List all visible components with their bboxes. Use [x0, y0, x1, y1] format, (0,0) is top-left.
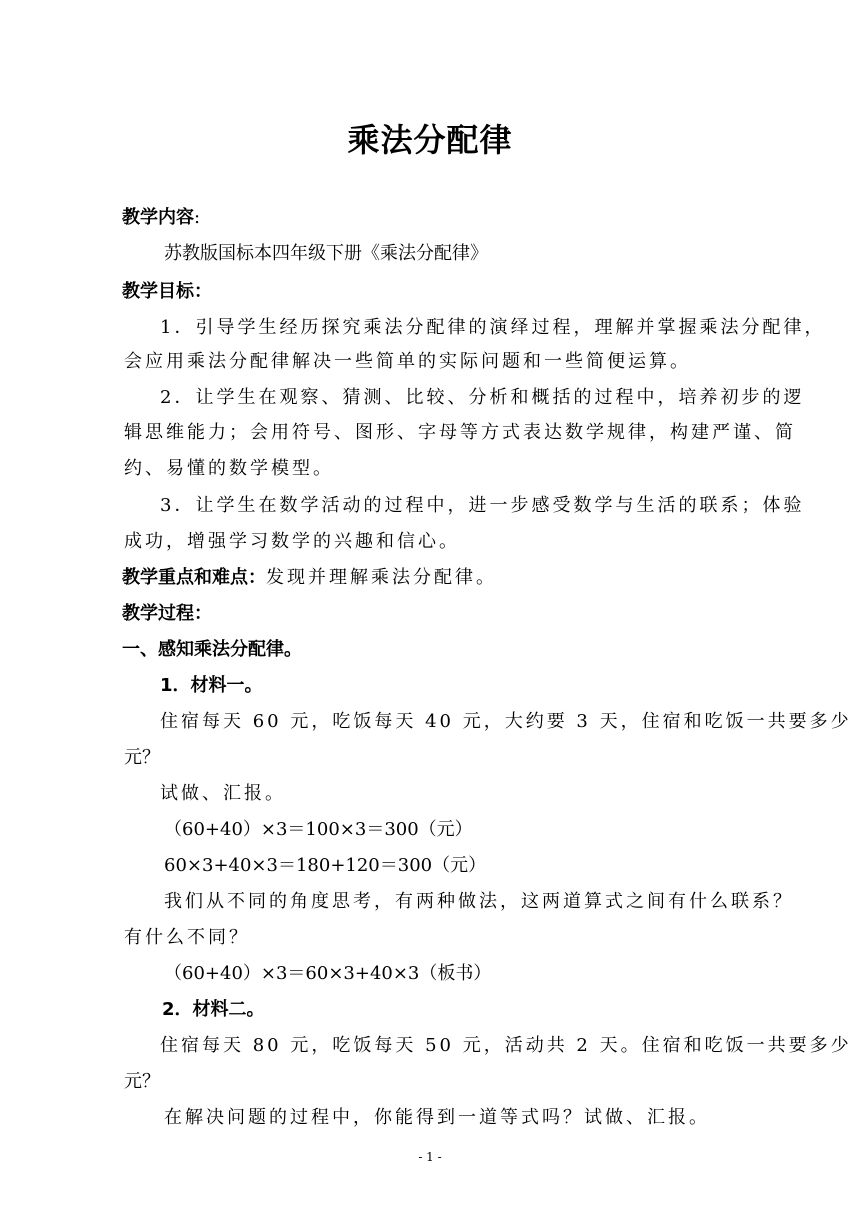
section-1-heading: 一、感知乘法分配律。: [122, 639, 302, 660]
material-1-question-line-1: 住宿每天 60 元，吃饭每天 40 元，大约要 3 天，住宿和吃饭一共要多少: [160, 711, 852, 732]
key-label: 教学重点和难点：: [122, 567, 266, 588]
equation-3: （60+40）×3＝60×3+40×3（板书）: [164, 963, 492, 984]
material-2-question-line-2: 元？: [124, 1071, 160, 1092]
goals-heading: 教学目标：: [122, 281, 212, 302]
content-text: 苏教版国标本四年级下册《乘法分配律》: [164, 243, 488, 264]
material-2-question-line-1: 住宿每天 80 元，吃饭每天 50 元，活动共 2 天。住宿和吃饭一共要多少: [160, 1035, 852, 1056]
goal-2-line-2: 辑思维能力；会用符号、图形、字母等方式表达数学规律，构建严谨、简: [124, 422, 796, 443]
material-1-ask-line-2: 有什么不同？: [124, 927, 250, 948]
goal-1-line-1: 1．引导学生经历探究乘法分配律的演绎过程，理解并掌握乘法分配律，: [160, 317, 826, 338]
material-2-ask: 在解决问题的过程中，你能得到一道等式吗？试做、汇报。: [164, 1107, 710, 1128]
material-1-try: 试做、汇报。: [160, 783, 286, 804]
equation-1: （60+40）×3＝100×3＝300（元）: [164, 819, 473, 840]
material-1-ask-line-1: 我们从不同的角度思考，有两种做法，这两道算式之间有什么联系？: [164, 891, 794, 912]
goal-2-line-3: 约、易懂的数学模型。: [124, 458, 334, 479]
goal-3-line-1: 3．让学生在数学活动的过程中，进一步感受数学与生活的联系；体验: [160, 495, 805, 516]
goal-2-line-1: 2．让学生在观察、猜测、比较、分析和概括的过程中，培养初步的逻: [160, 387, 805, 408]
material-2-heading: 2．材料二。: [162, 999, 265, 1020]
process-heading: 教学过程：: [122, 603, 212, 624]
content-colon: :: [194, 207, 201, 228]
key-text: 发现并理解乘法分配律。: [266, 567, 497, 588]
goal-3-line-2: 成功，增强学习数学的兴趣和信心。: [124, 531, 460, 552]
equation-2: 60×3+40×3＝180+120＝300（元）: [164, 855, 487, 876]
material-1-question-line-2: 元？: [124, 747, 160, 768]
page-number: - 1 -: [418, 1150, 442, 1164]
content-heading: [122, 206, 200, 230]
goal-1-line-2: 会应用乘法分配律解决一些简单的实际问题和一些简便运算。: [124, 351, 691, 372]
content-label: 教学内容: [122, 207, 194, 228]
document-title: 乘法分配律: [347, 121, 513, 159]
key-points: [122, 566, 497, 590]
material-1-heading: 1．材料一。: [160, 675, 263, 696]
